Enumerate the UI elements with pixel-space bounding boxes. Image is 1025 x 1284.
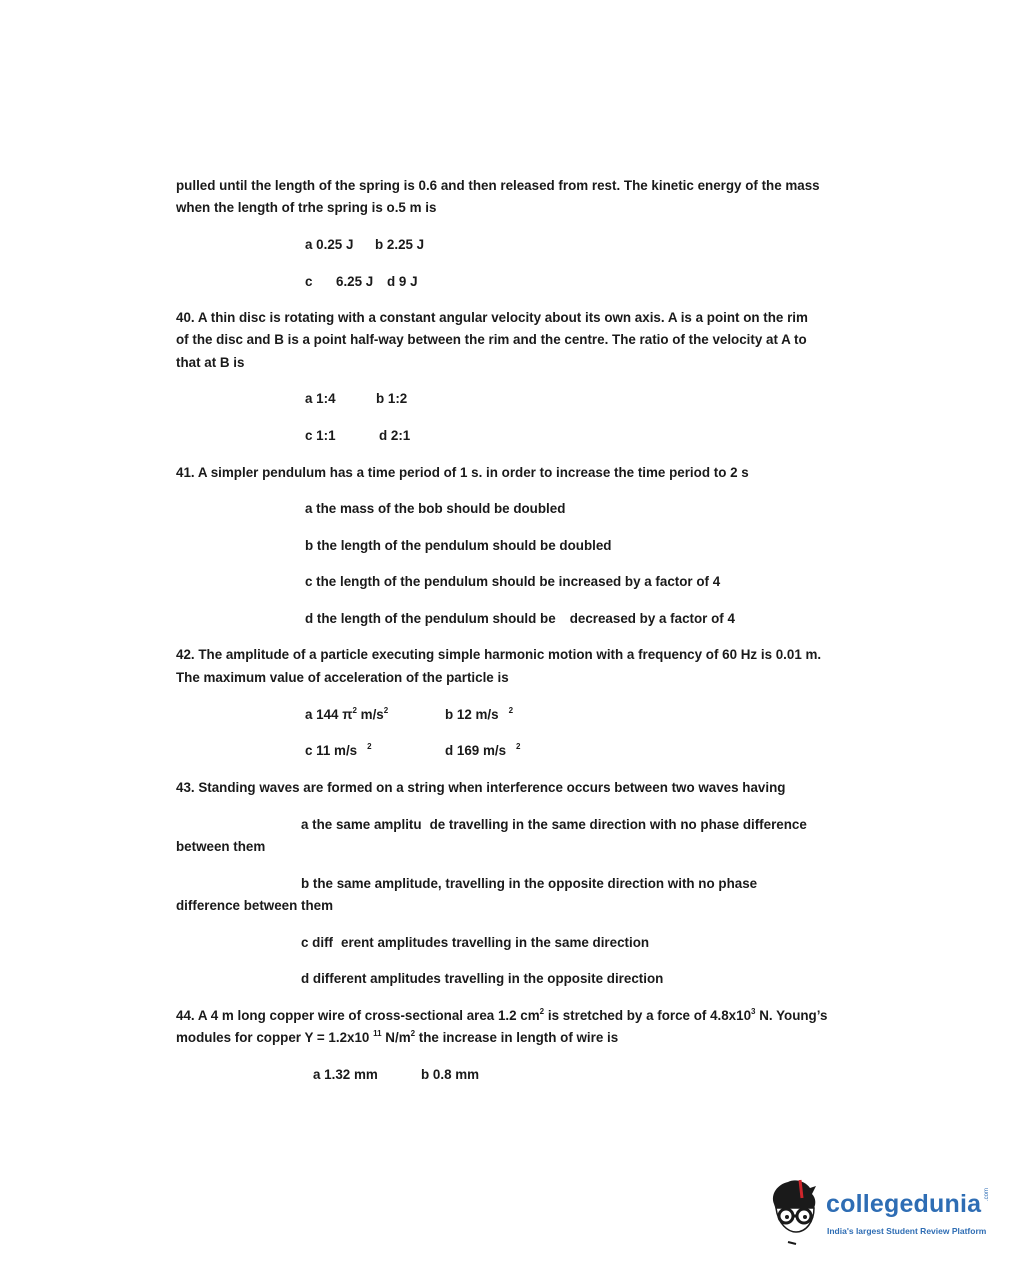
- q44-line-2-sup-2: 2: [410, 1029, 416, 1038]
- q44-line-2-part-2: N/m: [381, 1030, 411, 1045]
- q39-text-line-2: when the length of trhe spring is o.5 m is: [176, 200, 437, 215]
- brand-tagline: India's largest Student Review Platform: [827, 1226, 987, 1236]
- q40-text-line-1: 40. A thin disc is rotating with a constant angular velocity about its own axis. A is a point on the rim: [176, 310, 808, 325]
- q39-option-c-letter: c: [305, 274, 313, 289]
- q43-option-c-part-1: c diff: [301, 935, 333, 950]
- q44-line-1-part-1: 44. A 4 m long copper wire of cross-sectional area 1.2 cm: [176, 1008, 540, 1023]
- q44-text-line-1: [176, 1008, 827, 1024]
- collegedunia-logo: [766, 1176, 996, 1250]
- q41-option-d-part-2: decreased by a factor of 4: [569, 611, 735, 626]
- q43-option-a-line-2: between them: [176, 839, 266, 854]
- q39-option-b: b 2.25 J: [375, 237, 425, 252]
- q42-text-line-2: The maximum value of acceleration of the particle is: [176, 670, 509, 685]
- q42-option-d-sup: 2: [516, 742, 521, 751]
- q43-option-d: d different amplitudes travelling in the opposite direction: [301, 971, 664, 986]
- q43-option-b-line-2: difference between them: [176, 898, 334, 913]
- q44-text-line-2: [176, 1030, 618, 1046]
- mascot-icon: [766, 1176, 826, 1248]
- q39-text-line-1: pulled until the length of the spring is 0.6 and then released from rest. The kinetic energy of the mass: [176, 178, 820, 193]
- q42-option-a-value: a 144 π: [305, 707, 353, 722]
- q44-line-2-part-3: the increase in length of wire is: [415, 1030, 619, 1045]
- q44-option-a: a 1.32 mm: [313, 1067, 378, 1082]
- q42-option-b: [445, 707, 513, 723]
- q41-option-a: a the mass of the bob should be doubled: [305, 501, 566, 516]
- q44-line-1-sup-2: 3: [751, 1007, 756, 1016]
- brand-name: collegedunia: [826, 1190, 982, 1218]
- q43-text-line-1: 43. Standing waves are formed on a string when interference occurs between two waves having: [176, 780, 786, 795]
- q42-option-a-unit: m/s: [356, 707, 384, 722]
- q43-option-c: [301, 935, 649, 951]
- q42-option-d: [445, 743, 521, 759]
- q40-text-line-2: of the disc and B is a point half-way between the rim and the centre. The ratio of the velocity at A to: [176, 332, 807, 347]
- q43-option-a: [301, 817, 807, 833]
- q42-text-line-1: 42. The amplitude of a particle executing simple harmonic motion with a frequency of 60 Hz is 0.01 m.: [176, 647, 822, 662]
- q41-option-d: [305, 611, 735, 627]
- q40-text-line-3: that at B is: [176, 355, 245, 370]
- q40-option-c: c 1:1: [305, 428, 336, 443]
- q40-option-b: b 1:2: [376, 391, 408, 406]
- q44-line-1-sup-1: 2: [539, 1007, 545, 1016]
- q39-option-c-value: 6.25 J: [336, 274, 374, 289]
- q42-option-a-sup-2: 2: [383, 706, 389, 715]
- q43-option-a-part-1: a the same amplitu: [301, 817, 422, 832]
- q44-option-b: b 0.8 mm: [421, 1067, 480, 1082]
- q43-option-a-part-2: de travelling in the same direction with no phase difference: [429, 817, 807, 832]
- q42-option-d-value: d 169 m/s: [445, 743, 507, 758]
- q44-line-2-sup-1: 11: [373, 1029, 382, 1038]
- q42-option-b-sup: 2: [508, 706, 514, 715]
- q41-option-c: c the length of the pendulum should be increased by a factor of 4: [305, 574, 721, 589]
- q43-option-c-part-2: erent amplitudes travelling in the same direction: [341, 935, 650, 950]
- q41-option-d-part-1: d the length of the pendulum should be: [305, 611, 556, 626]
- q43-option-b: b the same amplitude, travelling in the opposite direction with no phase: [301, 876, 758, 891]
- q42-option-c-value: c 11 m/s: [305, 743, 358, 758]
- brand-dotcom: .com: [984, 1187, 990, 1201]
- q39-option-d: d 9 J: [387, 274, 418, 289]
- q40-option-a: a 1:4: [305, 391, 336, 406]
- q42-option-c-sup: 2: [367, 742, 372, 751]
- q44-line-2-part-1: modules for copper Y = 1.2x10: [176, 1030, 374, 1045]
- q44-line-1-part-3: N. Young’s: [755, 1008, 828, 1023]
- q40-option-d: d 2:1: [379, 428, 411, 443]
- q42-option-a-sup-1: 2: [352, 706, 357, 715]
- q42-option-c: [305, 743, 372, 759]
- q41-text-line-1: 41. A simpler pendulum has a time period of 1 s. in order to increase the time period to 2 s: [176, 465, 749, 480]
- q42-option-b-value: b 12 m/s: [445, 707, 499, 722]
- q41-option-b: b the length of the pendulum should be doubled: [305, 538, 612, 553]
- q42-option-a: [305, 707, 388, 723]
- q44-line-1-part-2: is stretched by a force of 4.8x10: [544, 1008, 752, 1023]
- q39-option-a: a 0.25 J: [305, 237, 354, 252]
